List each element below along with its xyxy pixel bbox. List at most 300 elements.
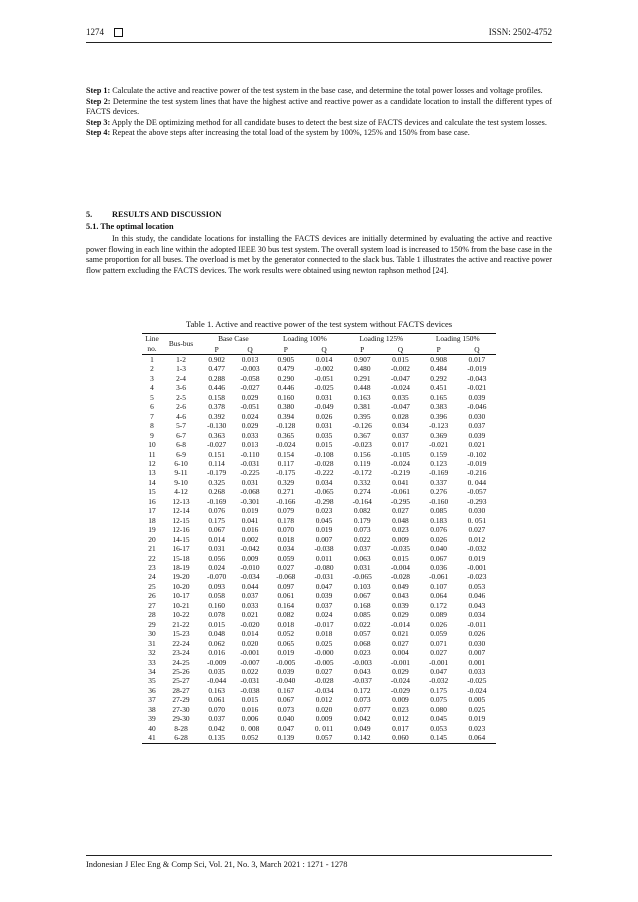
load150-q-cell: 0.034 — [468, 610, 486, 620]
load100-p-cell: 0.164 — [277, 600, 295, 610]
table-row — [142, 714, 496, 723]
base-q-cell: 0.013 — [241, 440, 259, 450]
base-p-cell: 0.067 — [208, 525, 225, 535]
load125-q-cell: -0.295 — [390, 496, 410, 506]
base-p-cell: 0.037 — [208, 714, 225, 724]
load100-p-cell: 0.079 — [277, 506, 295, 516]
section-title: RESULTS AND DISCUSSION — [112, 210, 222, 219]
load100-q-cell: -0.028 — [314, 458, 334, 468]
load100-q-cell: -0.222 — [314, 468, 334, 478]
load125-p-cell: 0.381 — [353, 402, 371, 412]
load100-p-cell: 0.380 — [277, 402, 295, 412]
load100-p-cell: 0.052 — [277, 629, 295, 639]
load125-q-cell: 0.034 — [392, 421, 409, 431]
base-q-cell: -0.058 — [240, 373, 260, 383]
load100-p-cell: 0.067 — [277, 695, 295, 705]
bus-bus-cell: 27-30 — [172, 704, 190, 714]
load100-p-cell: 0.027 — [277, 562, 295, 572]
load150-q-cell: 0.007 — [468, 648, 486, 658]
load100-q-cell: 0.025 — [315, 638, 333, 648]
load125-p-cell: 0.023 — [353, 648, 371, 658]
load150-p-cell: 0.067 — [430, 553, 447, 563]
table-row — [142, 355, 496, 365]
load125-p-cell: 0.179 — [353, 515, 371, 525]
table-row — [142, 582, 496, 591]
line-no-header: Line no. — [142, 334, 162, 355]
line-no-cell: 1 — [150, 355, 154, 364]
load125-q-cell: 0.039 — [392, 600, 409, 610]
load125-q-cell: -0.105 — [390, 449, 410, 459]
base-q-cell: 0. 008 — [240, 723, 260, 733]
table-row — [142, 459, 496, 468]
load125-q-cell: -0.061 — [390, 487, 410, 497]
load125-q-cell: -0.024 — [390, 458, 410, 468]
load150-p-cell: 0.026 — [430, 619, 447, 629]
load150-q-cell: 0.039 — [468, 392, 486, 402]
load150-p-cell: 0.080 — [430, 704, 447, 714]
bus-bus-cell: 19-20 — [172, 572, 190, 582]
q-header: Q — [305, 345, 343, 355]
load100-p-cell: -0.068 — [276, 572, 296, 582]
base-q-cell: -0.301 — [240, 496, 260, 506]
step-paragraph — [86, 118, 552, 129]
load100-q-cell: -0.002 — [314, 364, 334, 374]
line-no-cell: 29 — [148, 619, 156, 629]
load150-q-cell: 0.017 — [468, 355, 486, 364]
base-p-cell: 0.158 — [208, 392, 225, 402]
base-q-cell: 0.015 — [241, 695, 259, 705]
load100-q-cell: 0.047 — [315, 581, 333, 591]
load150-q-cell: 0.046 — [468, 591, 486, 601]
load100-q-cell: 0.018 — [315, 629, 333, 639]
load125-p-cell: 0.156 — [353, 449, 371, 459]
journal-citation: Indonesian J Elec Eng & Comp Sci, Vol. 21, No. 3, March 2021 : 1271 - 1278 — [86, 860, 348, 869]
base-q-cell: 0.021 — [241, 610, 259, 620]
load125-q-cell: 0.029 — [392, 666, 409, 676]
load125-q-cell: 0.015 — [392, 553, 409, 563]
table-row — [142, 733, 496, 743]
load100-p-cell: -0.024 — [276, 440, 296, 450]
load100-q-cell: -0.017 — [314, 619, 334, 629]
load150-q-cell: -0.001 — [467, 562, 487, 572]
base-q-cell: -0.031 — [240, 458, 260, 468]
bus-bus-cell: 12-13 — [172, 496, 190, 506]
bus-bus-cell: 12-15 — [172, 515, 190, 525]
load125-q-cell: 0.004 — [392, 648, 409, 658]
load150-q-cell: 0.019 — [468, 553, 486, 563]
line-no-cell: 19 — [148, 525, 156, 535]
load100-q-cell: 0.020 — [315, 704, 333, 714]
load100-p-cell: 0.167 — [277, 685, 295, 695]
base-q-cell: 0.029 — [241, 421, 259, 431]
table-body — [142, 355, 496, 744]
load150-p-cell: 0.292 — [430, 373, 447, 383]
load125-p-cell: 0.077 — [353, 704, 371, 714]
load125-q-cell: -0.024 — [390, 676, 410, 686]
base-p-cell: 0.035 — [208, 666, 225, 676]
load125-p-cell: -0.023 — [352, 440, 372, 450]
base-q-cell: 0.009 — [241, 553, 259, 563]
line-no-cell: 36 — [148, 685, 156, 695]
bus-bus-cell: 10-22 — [172, 610, 190, 620]
load150-q-cell: 0.012 — [468, 534, 486, 544]
load150-q-cell: 0.033 — [468, 666, 486, 676]
base-q-cell: 0.044 — [241, 581, 259, 591]
bus-bus-cell: 2-6 — [176, 402, 186, 412]
line-no-cell: 35 — [148, 676, 156, 686]
load100-p-cell: 0.059 — [277, 553, 295, 563]
table-row — [142, 497, 496, 506]
step-text: Repeat the above steps after increasing the total load of the system by 100%, 125% and 150% from base case. — [110, 128, 470, 138]
load100-p-cell: 0.160 — [277, 392, 295, 402]
table-row — [142, 383, 496, 392]
load125-q-cell: 0.029 — [392, 610, 409, 620]
p-header: P — [267, 345, 305, 355]
step-text: Calculate the active and reactive power of the test system in the base case, and determine the total power losses and voltage profiles. — [110, 86, 543, 95]
load100-p-cell: 0.329 — [277, 477, 295, 487]
load125-p-cell: 0.448 — [353, 383, 371, 393]
load100-p-cell: 0.097 — [277, 581, 295, 591]
base-p-cell: 0.175 — [208, 515, 225, 525]
load150-p-cell: 0.369 — [430, 430, 447, 440]
table-row — [142, 506, 496, 515]
load100-q-cell: 0.035 — [315, 430, 333, 440]
load150-p-cell: 0.089 — [430, 610, 447, 620]
load100-q-cell: 0. 011 — [314, 723, 334, 733]
load150-q-cell: 0.023 — [468, 723, 486, 733]
load100-q-cell: -0.065 — [314, 487, 334, 497]
line-no-cell: 30 — [148, 629, 156, 639]
load150-q-cell: -0.024 — [467, 685, 487, 695]
base-p-cell: -0.169 — [207, 496, 227, 506]
load100-p-cell: -0.040 — [276, 676, 296, 686]
line-no-cell: 3 — [150, 373, 154, 383]
load100-q-cell: -0.034 — [314, 685, 334, 695]
group-header: Loading 150% — [420, 334, 496, 345]
base-p-cell: 0.114 — [208, 458, 225, 468]
load100-p-cell: 0.039 — [277, 666, 295, 676]
line-no-cell: 32 — [148, 648, 156, 658]
base-p-cell: 0.061 — [208, 695, 225, 705]
line-no-cell: 34 — [148, 666, 156, 676]
line-no-cell: 31 — [148, 638, 156, 648]
base-p-cell: 0.363 — [208, 430, 225, 440]
load150-p-cell: -0.160 — [429, 496, 449, 506]
bus-bus-cell: 25-27 — [172, 676, 190, 686]
load100-p-cell: 0.139 — [267, 733, 305, 743]
table-caption: Table 1. Active and reactive power of the test system without FACTS devices — [185, 319, 453, 329]
bus-bus-header: Bus-bus — [162, 334, 200, 355]
load125-q-cell: 0.017 — [392, 723, 409, 733]
load100-q-cell: -0.005 — [314, 657, 334, 667]
load125-p-cell: 0.172 — [353, 685, 371, 695]
q-header: Q — [381, 345, 419, 355]
table-row — [142, 695, 496, 704]
load125-p-cell: 0.168 — [353, 600, 371, 610]
line-no-cell: 11 — [148, 449, 156, 459]
base-q-cell: 0.052 — [233, 733, 266, 743]
load100-p-cell: 0.040 — [277, 714, 295, 724]
line-no-cell: 15 — [148, 487, 156, 497]
load125-q-cell: 0.028 — [392, 411, 409, 421]
line-no-cell: 7 — [150, 411, 154, 421]
line-no-cell: 13 — [148, 468, 156, 478]
bus-bus-cell: 18-19 — [172, 562, 190, 572]
load150-p-cell: 0.107 — [430, 581, 447, 591]
p-header: P — [200, 345, 233, 355]
load150-q-cell: 0.037 — [468, 421, 486, 431]
step-label: Step 2: — [86, 96, 111, 106]
load125-q-cell: 0.041 — [392, 477, 409, 487]
p-header: P — [343, 345, 381, 355]
bus-bus-cell: 4-6 — [176, 411, 186, 421]
load125-p-cell: 0.291 — [353, 373, 371, 383]
load125-q-cell: 0.043 — [392, 591, 409, 601]
load150-q-cell: -0.043 — [467, 373, 487, 383]
bus-bus-cell: 1-3 — [176, 364, 186, 374]
line-no-cell: 6 — [150, 402, 154, 412]
base-q-cell: -0.042 — [240, 544, 260, 554]
bus-bus-cell: 6-10 — [174, 458, 188, 468]
load100-q-cell: 0.012 — [315, 695, 333, 705]
footer-rule — [86, 855, 552, 856]
load125-q-cell: 0.048 — [392, 515, 409, 525]
table-row — [142, 554, 496, 563]
table-row — [142, 421, 496, 430]
base-p-cell: 0.392 — [208, 411, 225, 421]
base-p-cell: 0.268 — [208, 487, 225, 497]
bus-bus-cell: 6-9 — [176, 449, 186, 459]
bus-bus-cell: 4-12 — [174, 487, 188, 497]
table-row — [142, 544, 496, 553]
bus-bus-cell: 6-7 — [176, 430, 186, 440]
load100-p-cell: 0.019 — [277, 648, 295, 658]
load100-p-cell: 0.365 — [277, 430, 295, 440]
base-p-cell: -0.179 — [207, 468, 227, 478]
base-p-cell: 0.062 — [208, 638, 225, 648]
load125-q-cell: 0.037 — [392, 430, 409, 440]
group-header: Base Case — [200, 334, 267, 345]
base-q-cell: -0.034 — [240, 572, 260, 582]
bus-bus-cell: 15-18 — [172, 553, 190, 563]
load150-p-cell: 0.165 — [430, 392, 447, 402]
load100-q-cell: 0.031 — [315, 392, 333, 402]
load125-q-cell: 0.015 — [392, 355, 409, 364]
table-row — [142, 478, 496, 487]
bus-bus-cell: 27-29 — [172, 695, 190, 705]
subsection-heading: 5.1. The optimal location — [86, 222, 174, 231]
load125-p-cell: 0.037 — [353, 544, 371, 554]
table-header-row — [142, 334, 496, 345]
load125-q-cell: 0.009 — [392, 534, 409, 544]
base-q-cell: -0.027 — [240, 383, 260, 393]
load125-q-cell: 0.027 — [392, 638, 409, 648]
load100-q-cell: -0.028 — [314, 676, 334, 686]
bus-bus-cell: 14-15 — [172, 534, 190, 544]
line-no-cell: 12 — [148, 458, 156, 468]
base-q-cell: -0.003 — [240, 364, 260, 374]
load125-p-cell: 0.103 — [353, 581, 371, 591]
base-p-cell: 0.378 — [208, 402, 225, 412]
method-steps — [86, 86, 552, 139]
line-no-cell: 4 — [150, 383, 154, 393]
table-row — [142, 487, 496, 496]
table-row — [142, 440, 496, 449]
line-no-cell: 26 — [148, 591, 156, 601]
load100-p-cell: 0.061 — [277, 591, 295, 601]
line-no-cell: 14 — [148, 477, 156, 487]
load150-p-cell: -0.021 — [429, 440, 449, 450]
bus-bus-cell: 6-8 — [176, 440, 186, 450]
load150-q-cell: 0.026 — [468, 629, 486, 639]
load125-q-cell: 0.009 — [392, 695, 409, 705]
load150-q-cell: -0.019 — [467, 364, 487, 374]
base-p-cell: -0.027 — [207, 440, 227, 450]
load100-q-cell: 0.034 — [315, 477, 333, 487]
line-no-cell: 17 — [148, 506, 156, 516]
load150-p-cell: 0.172 — [430, 600, 447, 610]
load150-q-cell: 0.025 — [468, 704, 486, 714]
load100-p-cell: 0.290 — [277, 373, 295, 383]
base-p-cell: -0.009 — [207, 657, 227, 667]
bus-bus-cell: 15-23 — [172, 629, 190, 639]
running-header — [86, 27, 552, 41]
load125-p-cell: 0.480 — [353, 364, 371, 374]
line-no-cell: 8 — [150, 421, 154, 431]
bus-bus-cell: 10-20 — [172, 581, 190, 591]
base-q-cell: 0.020 — [241, 638, 259, 648]
q-header: Q — [458, 345, 496, 355]
base-p-cell: 0.160 — [208, 600, 225, 610]
load100-q-cell: 0.031 — [315, 421, 333, 431]
line-no-cell: 37 — [148, 695, 156, 705]
load150-p-cell: 0.059 — [430, 629, 447, 639]
load125-q-cell: -0.001 — [390, 657, 410, 667]
base-q-cell: -0.051 — [240, 402, 260, 412]
base-p-cell: 0.151 — [208, 449, 225, 459]
load125-q-cell: -0.219 — [390, 468, 410, 478]
load150-q-cell: 0.039 — [468, 430, 486, 440]
load125-q-cell: -0.047 — [390, 373, 410, 383]
load150-p-cell: -0.001 — [429, 657, 449, 667]
base-q-cell: 0.013 — [241, 355, 259, 364]
load150-q-cell: -0.057 — [467, 487, 487, 497]
load100-p-cell: 0.018 — [277, 534, 295, 544]
load150-q-cell: 0.030 — [468, 638, 486, 648]
load125-q-cell: -0.024 — [390, 383, 410, 393]
bus-bus-cell: 10-17 — [172, 591, 190, 601]
bus-bus-cell: 22-24 — [172, 638, 190, 648]
load100-q-cell: -0.298 — [314, 496, 334, 506]
base-p-cell: 0.014 — [208, 534, 225, 544]
load150-q-cell: 0.021 — [468, 440, 486, 450]
load100-p-cell: 0.178 — [277, 515, 295, 525]
load125-q-cell: 0.049 — [392, 581, 409, 591]
load100-p-cell: -0.128 — [276, 421, 296, 431]
load150-p-cell: 0.145 — [420, 733, 458, 743]
base-p-cell: -0.070 — [207, 572, 227, 582]
section-number: 5. — [86, 210, 93, 219]
base-q-cell: 0.041 — [241, 515, 259, 525]
load100-q-cell: -0.031 — [314, 572, 334, 582]
load125-p-cell: 0.332 — [353, 477, 371, 487]
table-row — [142, 364, 496, 373]
load125-q-cell: 0.027 — [392, 506, 409, 516]
load125-p-cell: 0.119 — [354, 458, 371, 468]
load125-p-cell: 0.057 — [353, 629, 371, 639]
table-row — [142, 591, 496, 600]
base-p-cell: 0.076 — [208, 506, 225, 516]
load125-p-cell: 0.082 — [353, 506, 371, 516]
line-no-cell: 39 — [148, 714, 156, 724]
step-paragraph — [86, 128, 552, 139]
load125-q-cell: 0.060 — [381, 733, 419, 743]
base-q-cell: 0.031 — [241, 477, 259, 487]
table-row — [142, 572, 496, 581]
load125-p-cell: -0.065 — [352, 572, 372, 582]
load150-p-cell: 0.183 — [430, 515, 447, 525]
table-row — [142, 450, 496, 459]
load125-p-cell: 0.022 — [353, 534, 371, 544]
load150-p-cell: 0.383 — [430, 402, 447, 412]
bus-bus-cell: 28-27 — [172, 685, 190, 695]
load100-p-cell: 0.073 — [277, 704, 295, 714]
base-p-cell: 0.024 — [208, 562, 225, 572]
table-row — [142, 648, 496, 657]
load125-p-cell: 0.085 — [353, 610, 371, 620]
load125-p-cell: -0.126 — [352, 421, 372, 431]
load100-p-cell: -0.166 — [276, 496, 296, 506]
base-q-cell: 0.006 — [241, 714, 259, 724]
line-no-cell: 24 — [148, 572, 156, 582]
load150-q-cell: -0.011 — [467, 619, 487, 629]
load100-q-cell: 0.007 — [315, 534, 333, 544]
bus-bus-cell: 2-4 — [176, 373, 186, 383]
bus-bus-cell: 24-25 — [172, 657, 190, 667]
step-label: Step 1: — [86, 86, 111, 95]
bus-bus-cell: 5-7 — [176, 421, 186, 431]
load150-q-cell: 0.027 — [468, 525, 486, 535]
load125-p-cell: 0.395 — [353, 411, 371, 421]
table-row — [142, 724, 496, 733]
load125-p-cell: 0.274 — [353, 487, 371, 497]
load125-q-cell: -0.047 — [390, 402, 410, 412]
load150-p-cell: 0.159 — [430, 449, 447, 459]
load100-p-cell: 0.082 — [277, 610, 295, 620]
table-row — [142, 516, 496, 525]
load125-q-cell: -0.028 — [390, 572, 410, 582]
group-header: Loading 100% — [267, 334, 343, 345]
load150-p-cell: 0.451 — [430, 383, 447, 393]
base-p-cell: 0.048 — [208, 629, 225, 639]
load150-q-cell: -0.019 — [467, 458, 487, 468]
load150-q-cell: 0.030 — [468, 411, 486, 421]
table-row — [142, 639, 496, 648]
base-p-cell: 0.477 — [208, 364, 225, 374]
base-q-cell: 0.002 — [241, 534, 259, 544]
load150-p-cell: 0.396 — [430, 411, 447, 421]
load150-q-cell: -0.293 — [467, 496, 487, 506]
step-paragraph — [86, 86, 552, 97]
base-q-cell: 0.016 — [241, 525, 259, 535]
load100-p-cell: -0.005 — [276, 657, 296, 667]
step-paragraph — [86, 97, 552, 118]
base-q-cell: -0.068 — [240, 487, 260, 497]
load100-q-cell: 0.027 — [315, 666, 333, 676]
base-p-cell: 0.163 — [208, 685, 225, 695]
table-row — [142, 667, 496, 676]
load125-p-cell: -0.164 — [352, 496, 372, 506]
